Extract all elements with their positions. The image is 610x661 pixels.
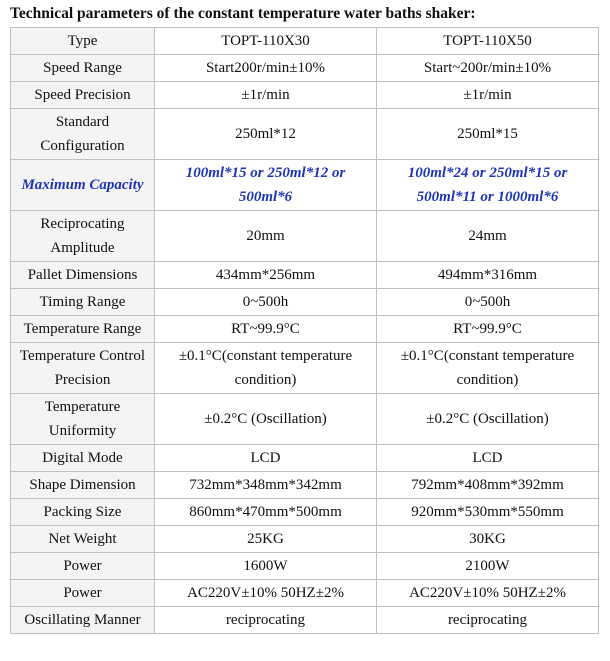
cell-model-30: reciprocating <box>155 607 377 634</box>
row-label: Temperature Control Precision <box>11 343 155 394</box>
table-row <box>11 499 599 526</box>
cell-model-50: 2100W <box>377 553 599 580</box>
cell-model-50: LCD <box>377 445 599 472</box>
table-row <box>11 607 599 634</box>
cell-model-50: AC220V±10% 50HZ±2% <box>377 580 599 607</box>
row-label: Speed Range <box>11 55 155 82</box>
cell-model-30: ±1r/min <box>155 82 377 109</box>
table-row-highlighted <box>11 160 599 211</box>
cell-model-50: ±1r/min <box>377 82 599 109</box>
cell-model-50: 100ml*24 or 250ml*15 or 500ml*11 or 1000ml*6 <box>377 160 599 211</box>
cell-model-30: ±0.1°C(constant temperature condition) <box>155 343 377 394</box>
cell-model-50: RT~99.9°C <box>377 316 599 343</box>
header-type: Type <box>11 28 155 55</box>
cell-model-30: 100ml*15 or 250ml*12 or 500ml*6 <box>155 160 377 211</box>
row-label: Maximum Capacity <box>11 160 155 211</box>
table-row <box>11 262 599 289</box>
cell-model-50: 0~500h <box>377 289 599 316</box>
table-header-row <box>11 28 599 55</box>
row-label: Reciprocating Amplitude <box>11 211 155 262</box>
cell-model-30: ±0.2°C (Oscillation) <box>155 394 377 445</box>
row-label: Temperature Uniformity <box>11 394 155 445</box>
row-label: Timing Range <box>11 289 155 316</box>
table-row <box>11 343 599 394</box>
cell-model-50: 494mm*316mm <box>377 262 599 289</box>
cell-model-50: 30KG <box>377 526 599 553</box>
row-label: Shape Dimension <box>11 472 155 499</box>
cell-model-30: Start200r/min±10% <box>155 55 377 82</box>
row-label: Power <box>11 580 155 607</box>
cell-model-30: 732mm*348mm*342mm <box>155 472 377 499</box>
table-row <box>11 526 599 553</box>
cell-model-30: LCD <box>155 445 377 472</box>
cell-model-50: 920mm*530mm*550mm <box>377 499 599 526</box>
table-row <box>11 82 599 109</box>
cell-model-30: AC220V±10% 50HZ±2% <box>155 580 377 607</box>
table-row <box>11 55 599 82</box>
parameters-table <box>10 27 599 634</box>
cell-model-50: ±0.1°C(constant temperature condition) <box>377 343 599 394</box>
cell-model-50: ±0.2°C (Oscillation) <box>377 394 599 445</box>
table-row <box>11 472 599 499</box>
page-title: Technical parameters of the constant temperature water baths shaker: <box>10 5 476 22</box>
cell-model-30: RT~99.9°C <box>155 316 377 343</box>
table-row <box>11 580 599 607</box>
cell-model-30: 1600W <box>155 553 377 580</box>
cell-model-30: 250ml*12 <box>155 109 377 160</box>
cell-model-30: 434mm*256mm <box>155 262 377 289</box>
row-label: Power <box>11 553 155 580</box>
row-label: Digital Mode <box>11 445 155 472</box>
cell-model-30: 860mm*470mm*500mm <box>155 499 377 526</box>
table-row <box>11 553 599 580</box>
row-label: Oscillating Manner <box>11 607 155 634</box>
cell-model-50: reciprocating <box>377 607 599 634</box>
cell-model-50: 250ml*15 <box>377 109 599 160</box>
cell-model-30: 0~500h <box>155 289 377 316</box>
cell-model-50: 792mm*408mm*392mm <box>377 472 599 499</box>
row-label: Packing Size <box>11 499 155 526</box>
header-model-50: TOPT-110X50 <box>377 28 599 55</box>
table-row <box>11 289 599 316</box>
table-row <box>11 394 599 445</box>
table-row <box>11 109 599 160</box>
row-label: Temperature Range <box>11 316 155 343</box>
cell-model-50: Start~200r/min±10% <box>377 55 599 82</box>
cell-model-30: 25KG <box>155 526 377 553</box>
cell-model-30: 20mm <box>155 211 377 262</box>
table-row <box>11 316 599 343</box>
table-row <box>11 211 599 262</box>
row-label: Standard Configuration <box>11 109 155 160</box>
table-row <box>11 445 599 472</box>
row-label: Pallet Dimensions <box>11 262 155 289</box>
row-label: Speed Precision <box>11 82 155 109</box>
header-model-30: TOPT-110X30 <box>155 28 377 55</box>
row-label: Net Weight <box>11 526 155 553</box>
cell-model-50: 24mm <box>377 211 599 262</box>
